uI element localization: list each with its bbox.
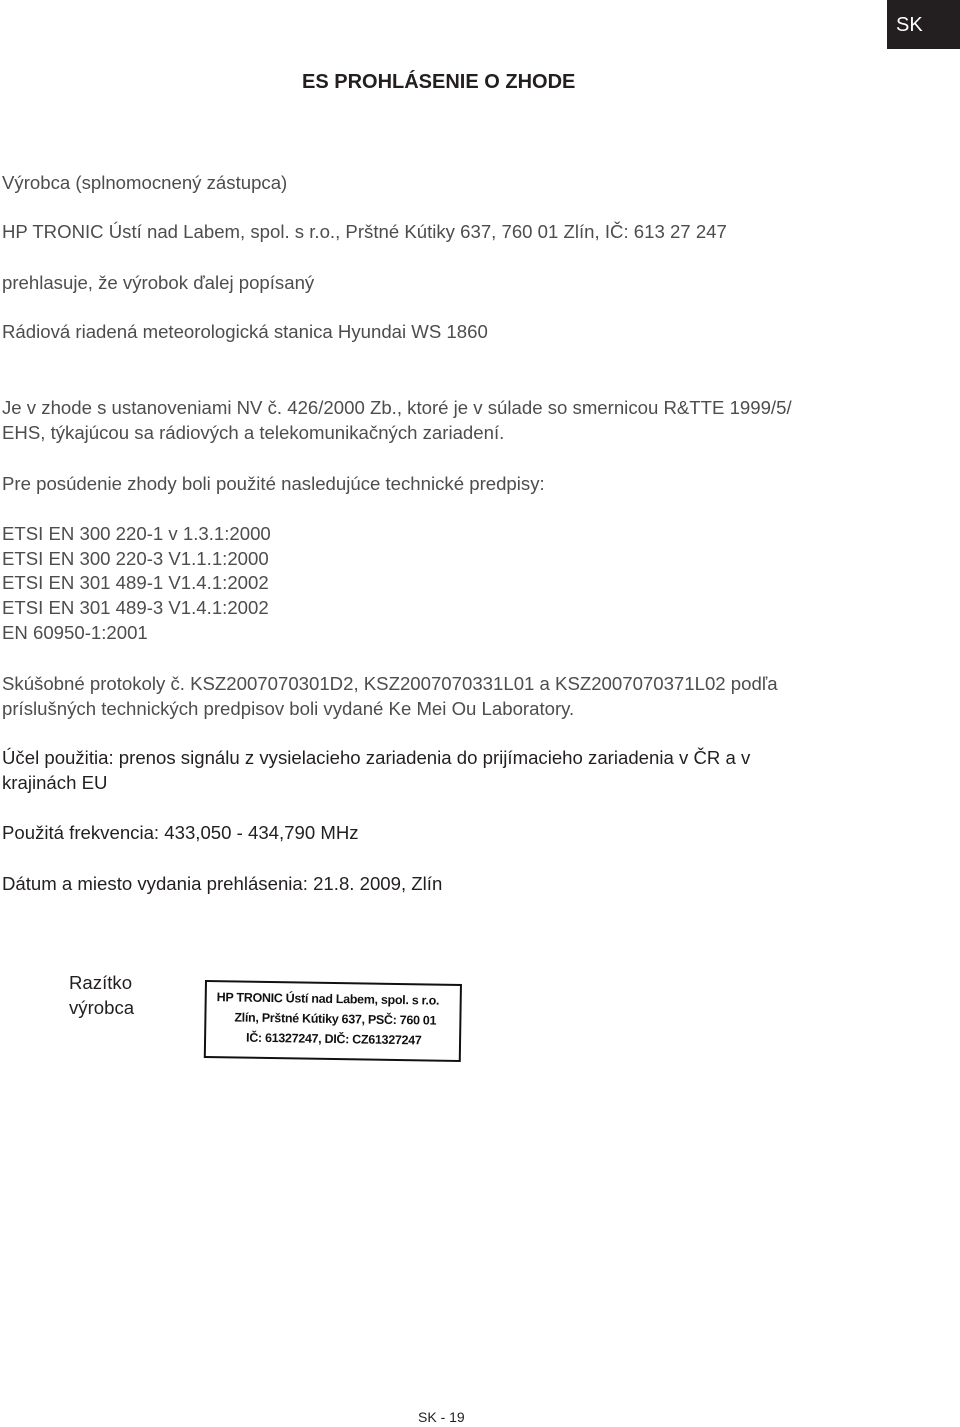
stamp-line-1: HP TRONIC Ústí nad Labem, spol. s r.o. [216, 990, 440, 1008]
stamp-label-line-2: výrobca [69, 997, 135, 1018]
stamp-line-3: IČ: 61327247, DIČ: CZ61327247 [245, 1030, 422, 1048]
frequency: Použitá frekvencia: 433,050 - 434,790 MHz [2, 822, 359, 843]
purpose-line-2: krajinách EU [2, 772, 108, 793]
standard-item: EN 60950-1:2001 [2, 622, 148, 643]
standard-item: ETSI EN 301 489-1 V1.4.1:2002 [2, 572, 269, 593]
test-reports-line-1: Skúšobné protokoly č. KSZ2007070301D2, KSZ2007070331L01 a KSZ2007070371L02 podľa [2, 673, 778, 694]
manufacturer-address: HP TRONIC Ústí nad Labem, spol. s r.o., Prštné Kútiky 637, 760 01 Zlín, IČ: 613 27 247 [2, 221, 727, 242]
manufacturer-heading: Výrobca (splnomocnený zástupca) [2, 172, 288, 193]
stamp-label [69, 970, 134, 1020]
company-stamp [204, 980, 462, 1062]
compliance-line-2: EHS, týkajúcou sa rádiových a telekomunikačných zariadení. [2, 422, 505, 443]
standards-intro: Pre posúdenie zhody boli použité nasledujúce technické predpisy: [2, 473, 545, 494]
standard-item: ETSI EN 300 220-3 V1.1.1:2000 [2, 548, 269, 569]
stamp-label-line-1: Razítko [69, 972, 133, 993]
date-place: Dátum a miesto vydania prehlásenia: 21.8. 2009, Zlín [2, 873, 443, 894]
compliance-line-1: Je v zhode s ustanoveniami NV č. 426/2000 Zb., ktoré je v súlade so smernicou R&TTE 1999/5/ [2, 397, 792, 418]
declaration-text: prehlasuje, že výrobok ďalej popísaný [2, 272, 315, 293]
language-tab: SK [887, 0, 960, 49]
stamp-line-2: Zlín, Prštné Kútiky 637, PSČ: 760 01 [234, 1010, 437, 1028]
product-name: Rádiová riadená meteorologická stanica Hyundai WS 1860 [2, 321, 488, 342]
page-number: SK - 19 [418, 1409, 465, 1425]
standard-item: ETSI EN 301 489-3 V1.4.1:2002 [2, 597, 269, 618]
purpose-line-1: Účel použitia: prenos signálu z vysielacieho zariadenia do prijímacieho zariadenia v ČR a v [2, 747, 751, 768]
page-title: ES PROHLÁSENIE O ZHODE [302, 71, 576, 93]
standard-item: ETSI EN 300 220-1 v 1.3.1:2000 [2, 523, 271, 544]
test-reports-line-2: príslušných technických predpisov boli vydané Ke Mei Ou Laboratory. [2, 698, 575, 719]
